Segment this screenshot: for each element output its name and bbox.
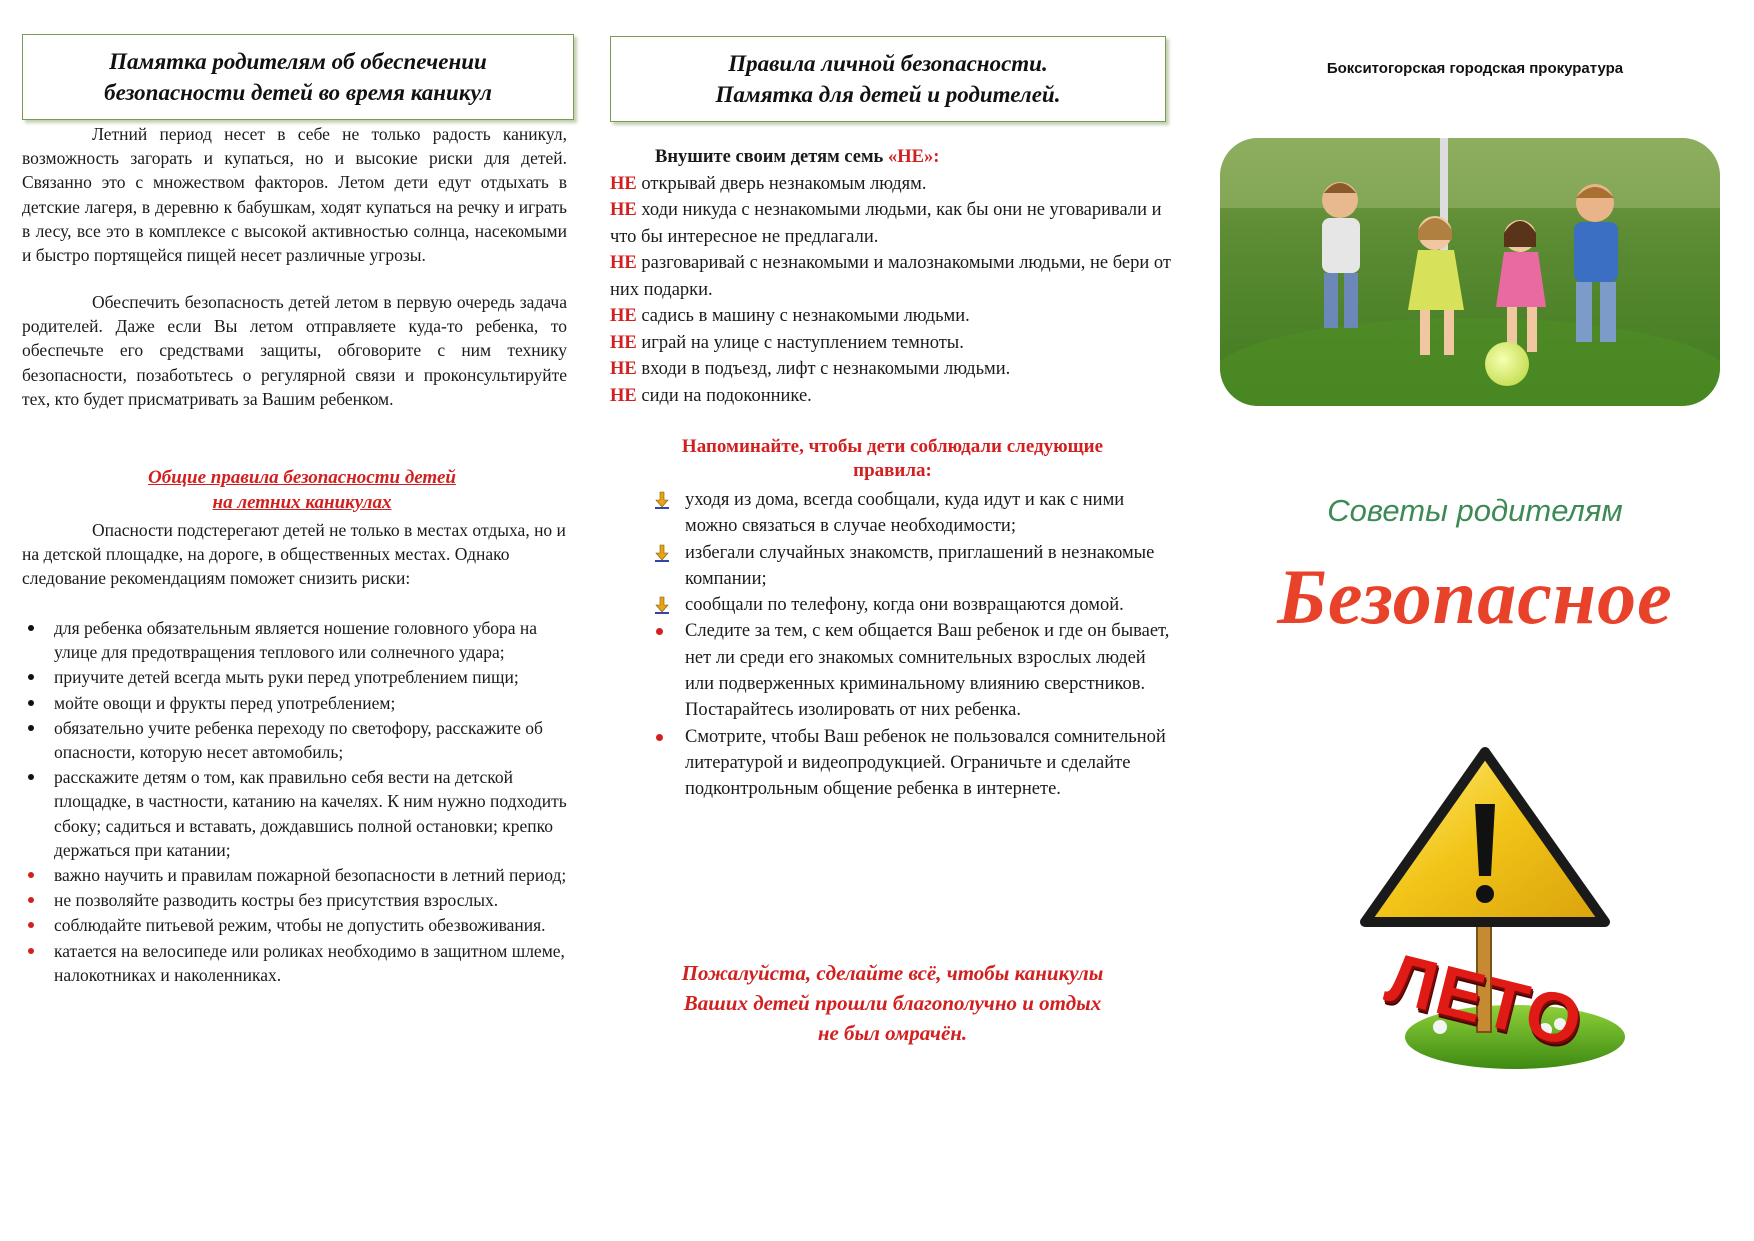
ne-item-text: сиди на подоконнике. bbox=[636, 385, 812, 406]
general-rules-heading bbox=[22, 465, 582, 515]
red-bullet-dot-icon bbox=[656, 734, 663, 741]
sign-text: ЛЕТО bbox=[1378, 938, 1592, 1062]
warning-sign-graphic bbox=[1335, 742, 1635, 1082]
organization-name: Бокситогорская городская прокуратура bbox=[1326, 60, 1624, 77]
list-item-text: Следите за тем, с кем общается Ваш ребенок и где он бывает, нет ли среди его знакомых сомнительных взрослых людей или подверженных криминальному влиянию сверстников. Постарайтесь изолировать от них ребенка. bbox=[685, 621, 1170, 721]
ne-item-text: садись в машину с незнакомыми людьми. bbox=[636, 306, 970, 326]
list-item bbox=[610, 724, 1175, 803]
list-item bbox=[22, 913, 567, 937]
bullet-dot-icon bbox=[28, 725, 34, 731]
list-item-text: не позволяйте разводить костры без присутствия взрослых. bbox=[54, 890, 499, 911]
list-item bbox=[610, 487, 1175, 540]
closing-appeal-line1: Пожалуйста, сделайте всё, чтобы каникулы bbox=[681, 961, 1104, 985]
main-title: Безопасное bbox=[1277, 553, 1673, 640]
ne-item bbox=[610, 197, 1175, 250]
ne-word: НЕ bbox=[610, 359, 637, 379]
bullet-dot-icon bbox=[28, 700, 34, 706]
list-item bbox=[22, 888, 567, 912]
seven-ne-block bbox=[610, 144, 1175, 409]
safety-rules-list bbox=[22, 616, 567, 988]
list-item bbox=[610, 592, 1175, 618]
list-item-text: уходя из дома, всегда сообщали, куда идут и как с ними можно связаться в случае необходимости; bbox=[685, 490, 1125, 537]
ne-item bbox=[610, 356, 1175, 383]
general-rules-heading-line1: Общие правила безопасности детей bbox=[148, 467, 456, 488]
ne-item-text: входи в подъезд, лифт с незнакомыми людьми. bbox=[636, 359, 1011, 379]
ne-word: НЕ bbox=[610, 332, 637, 353]
ne-item-text: открывай дверь незнакомым людям. bbox=[636, 173, 927, 194]
remind-heading-line1: Напоминайте, чтобы дети соблюдали следующие bbox=[681, 436, 1104, 457]
ne-item bbox=[610, 383, 1175, 410]
bullet-dot-icon bbox=[28, 625, 34, 631]
list-item bbox=[610, 540, 1175, 593]
remind-heading bbox=[610, 435, 1175, 483]
arrow-bullet-icon bbox=[653, 491, 671, 509]
list-item-text: обязательно учите ребенка переходу по светофору, расскажите об опасности, которую несет автомобиль; bbox=[54, 717, 543, 763]
list-item bbox=[22, 616, 567, 664]
panel1-title-line2: безопасности детей во время каникул bbox=[104, 80, 492, 105]
red-bullet-dot-icon bbox=[28, 872, 34, 878]
intro-paragraph-2-text: Обеспечить безопасность детей летом в первую очередь задача родителей. Даже если Вы летом отправляете куда-то ребенка, то обеспечьте его средствами защиты, обговорите с ним технику безопасности, позаботьтесь о регулярной связи и проконсультируйте тех, кто будет присматривать за Вашим ребенком. bbox=[22, 292, 567, 409]
list-item-text: избегали случайных знакомств, приглашений в незнакомые компании; bbox=[685, 542, 1155, 589]
intro-paragraph-2 bbox=[22, 290, 567, 411]
arrow-bullet-icon bbox=[653, 544, 671, 562]
list-item bbox=[610, 618, 1175, 723]
panel2-title-line1: Правила личной безопасности. bbox=[728, 51, 1048, 76]
children-playing-photo bbox=[1220, 138, 1720, 406]
seven-ne-header-accent: «НЕ» bbox=[887, 147, 934, 167]
list-item bbox=[22, 665, 567, 689]
list-item-text: Смотрите, чтобы Ваш ребенок не пользовался сомнительной литературой и видеопродукцией. Ограничьте и сделайте подконтрольным общение ребенка в интернете. bbox=[685, 726, 1166, 800]
red-bullet-dot-icon bbox=[656, 628, 663, 635]
ne-word: НЕ bbox=[610, 173, 637, 194]
ne-item-text: разговаривай с незнакомыми и малознакомыми людьми, не бери от них подарки. bbox=[610, 253, 1171, 300]
panel1-title-box bbox=[22, 34, 574, 120]
panel1-title-line1: Памятка родителям об обеспечении bbox=[109, 49, 487, 74]
ne-item bbox=[610, 303, 1175, 330]
list-item-text: катается на велосипеде или роликах необходимо в защитном шлеме, налокотниках и наколенниках. bbox=[54, 940, 565, 985]
list-item-text: приучите детей всегда мыть руки перед употреблением пищи; bbox=[54, 667, 519, 688]
ne-item bbox=[610, 250, 1175, 303]
seven-ne-header bbox=[610, 144, 1175, 171]
panel2-title-box bbox=[610, 36, 1166, 122]
list-item-text: соблюдайте питьевой режим, чтобы не допустить обезвоживания. bbox=[54, 915, 546, 936]
list-item-text: для ребенка обязательным является ношение головного убора на улице для предотвращения теплового или солнечного удара; bbox=[54, 618, 538, 663]
seven-ne-header-colon: : bbox=[933, 147, 940, 167]
red-bullet-dot-icon bbox=[28, 948, 34, 954]
ne-item-text: играй на улице с наступлением темноты. bbox=[636, 332, 964, 353]
arrow-bullet-icon bbox=[653, 596, 671, 614]
intro-paragraph-1-text: Летний период несет в себе не только радость каникул, возможность загорать и купаться, но и высокие риски для детей. Связанно это с множеством факторов. Летом дети едут отдыхать в детские лагеря, в деревню к бабушкам, ходят купаться на речку и играть в лесу, все это в комплексе с высокой активностью солнца, насекомыми и быстро портящейся пищей несет различные угрозы. bbox=[22, 124, 567, 266]
danger-paragraph-text: Опасности подстерегают детей не только в местах отдыха, но и на детской площадке, на дороге, в общественных местах. Однако следование рекомендациям поможет снизить риски: bbox=[22, 520, 566, 589]
ne-word: НЕ bbox=[610, 306, 637, 326]
ne-item bbox=[610, 330, 1175, 357]
ne-item bbox=[610, 171, 1175, 198]
red-bullet-dot-icon bbox=[28, 922, 34, 928]
remind-heading-line2: правила: bbox=[853, 460, 932, 481]
list-item-text: сообщали по телефону, когда они возвращаются домой. bbox=[685, 595, 1124, 616]
list-item bbox=[22, 939, 567, 987]
seven-ne-header-text: Внушите своим детям семь bbox=[655, 147, 888, 167]
list-item-text: важно научить и правилам пожарной безопасности в летний период; bbox=[54, 865, 567, 886]
bullet-dot-icon bbox=[28, 674, 34, 680]
ne-item-text: ходи никуда с незнакомыми людьми, как бы они не уговаривали и что бы интересное не предлагали. bbox=[610, 200, 1162, 247]
closing-appeal-line2: Ваших детей прошли благополучно и отдых bbox=[683, 991, 1102, 1015]
list-item bbox=[22, 765, 567, 862]
list-item bbox=[22, 863, 567, 887]
ne-word: НЕ bbox=[610, 200, 637, 220]
intro-paragraph-1 bbox=[22, 122, 567, 267]
advice-subtitle: Советы родителям bbox=[1327, 493, 1623, 528]
list-item bbox=[22, 691, 567, 715]
bullet-dot-icon bbox=[28, 774, 34, 780]
panel2-title-line2: Памятка для детей и родителей. bbox=[715, 82, 1061, 107]
general-rules-heading-line2: на летних каникулах bbox=[212, 492, 392, 513]
children-photo-illustration bbox=[1220, 138, 1720, 406]
list-item bbox=[22, 716, 567, 764]
ne-word: НЕ bbox=[610, 253, 637, 273]
danger-paragraph bbox=[22, 518, 567, 591]
ne-word: НЕ bbox=[610, 385, 637, 406]
closing-appeal bbox=[610, 958, 1175, 1048]
list-item-text: расскажите детям о том, как правильно себя вести на детской площадке, в частности, катанию на качелях. К ним нужно подходить сбоку; садиться и вставать, дождавшись полной остановки; крепко держаться при катании; bbox=[54, 767, 567, 860]
remind-list bbox=[610, 487, 1175, 803]
list-item-text: мойте овощи и фрукты перед употреблением; bbox=[54, 692, 396, 713]
closing-appeal-line3: не был омрачён. bbox=[817, 1021, 968, 1045]
red-bullet-dot-icon bbox=[28, 897, 34, 903]
